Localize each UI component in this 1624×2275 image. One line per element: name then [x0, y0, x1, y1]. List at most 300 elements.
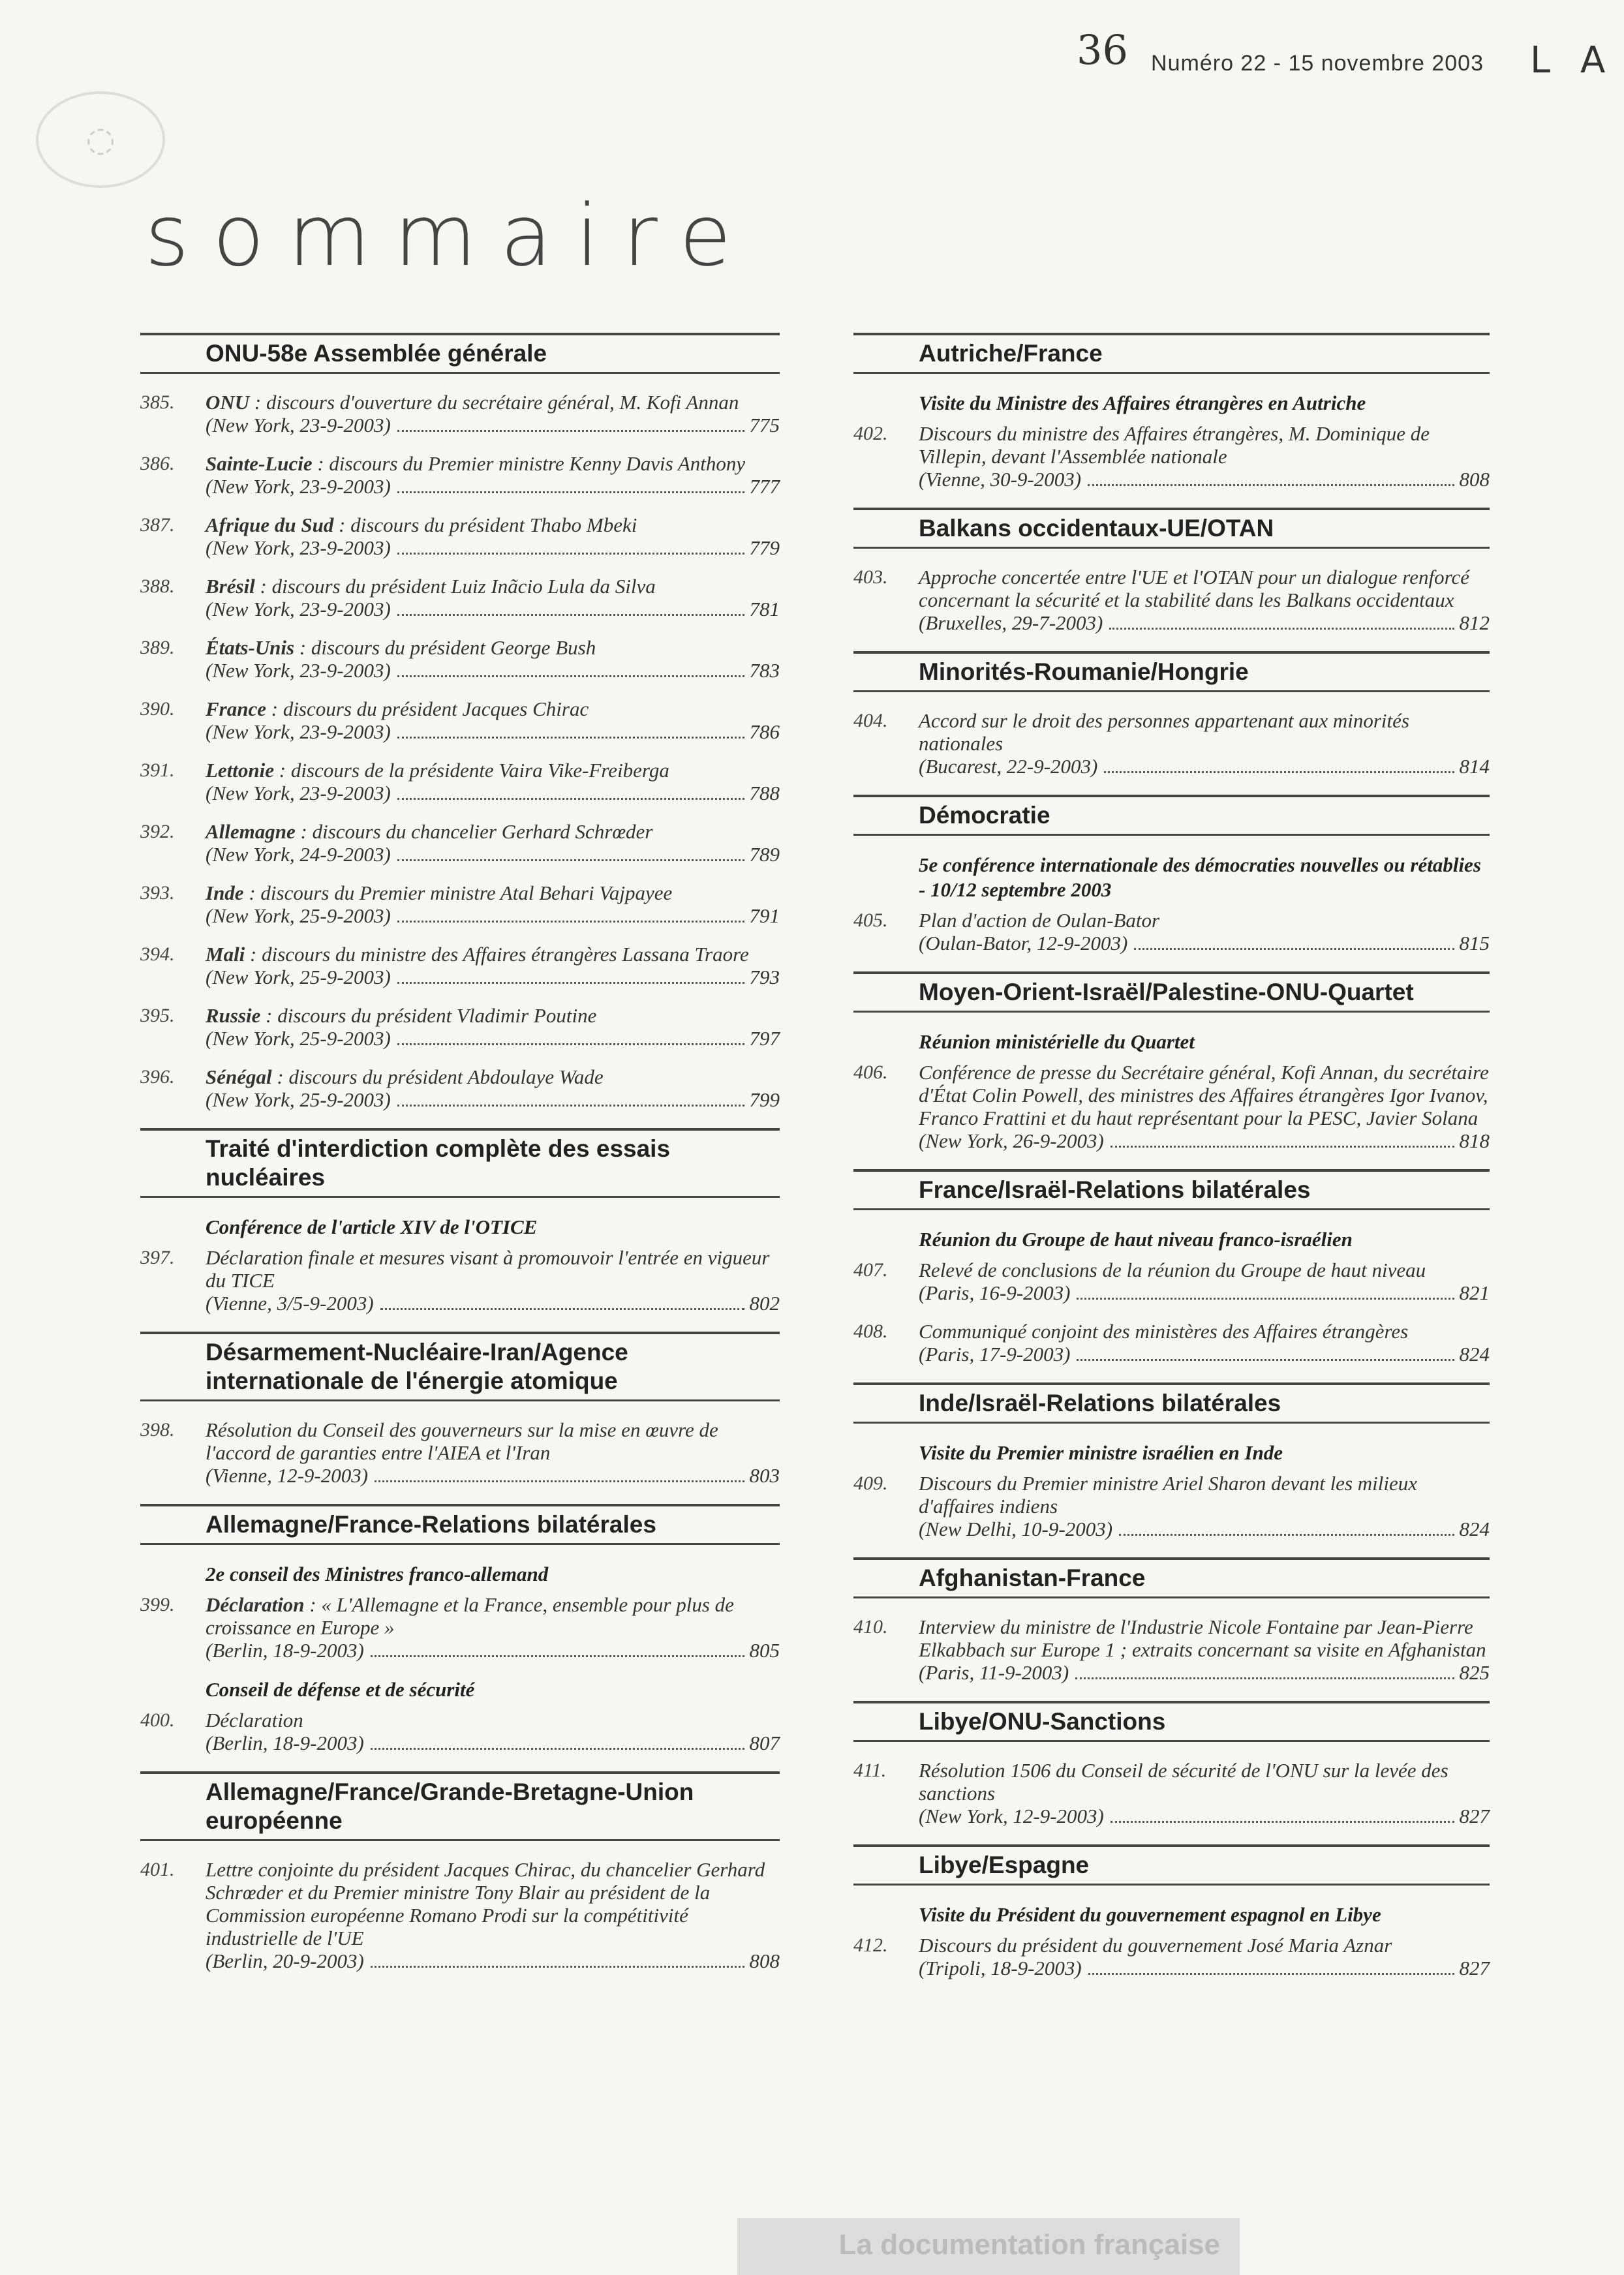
- entry-leader: [919, 1518, 1490, 1540]
- entry-number: 399.: [140, 1594, 175, 1615]
- entry-leader: [206, 843, 780, 866]
- dot-leader: [1088, 1973, 1454, 1975]
- entry-place-date: (Berlin, 20-9-2003): [206, 1949, 364, 1972]
- toc-entry[interactable]: [140, 391, 780, 436]
- dot-leader: [397, 430, 744, 432]
- entry-place-date: (Paris, 16-9-2003): [919, 1281, 1071, 1304]
- entry-leader: [919, 1343, 1490, 1366]
- entry-subject: Lettonie: [206, 759, 275, 782]
- toc-entry[interactable]: [853, 1320, 1490, 1366]
- entry-title: [206, 881, 780, 904]
- toc-entry[interactable]: [853, 909, 1490, 954]
- entry-number: 403.: [853, 566, 888, 588]
- entry-number: 396.: [140, 1066, 175, 1088]
- entry-text: : discours d'ouverture du secrétaire général, M. Kofi Annan: [249, 391, 739, 414]
- footer-logo-band: [737, 2218, 1240, 2275]
- entry-number: 389.: [140, 637, 175, 658]
- entry-text: Accord sur le droit des personnes appartenant aux minorités nationales: [919, 709, 1409, 755]
- toc-entry[interactable]: [140, 881, 780, 927]
- toc-section: [853, 1382, 1490, 1540]
- entry-place-date: (Vienne, 30-9-2003): [919, 468, 1082, 491]
- section-subheading: Visite du Président du gouvernement espagnol en Libye: [919, 1903, 1381, 1926]
- entry-text: : discours du ministre des Affaires étrangères Lassana Traore: [245, 943, 749, 966]
- entry-subject: Inde: [206, 881, 244, 904]
- dot-leader: [1077, 1359, 1454, 1361]
- entry-title: [206, 1246, 780, 1292]
- entry-place-date: (New York, 25-9-2003): [206, 1088, 391, 1111]
- entry-page: 793: [749, 966, 780, 988]
- entry-body: [206, 575, 780, 620]
- entry-title: [206, 1418, 780, 1464]
- section-heading: ONU-58e Assemblée générale: [140, 333, 780, 374]
- toc-entry[interactable]: [140, 1709, 780, 1754]
- entry-body: [206, 452, 780, 498]
- toc-entry[interactable]: [140, 1004, 780, 1050]
- entry-leader: [919, 1805, 1490, 1827]
- section-subheading: 2e conseil des Ministres franco-allemand: [206, 1563, 549, 1585]
- entry-leader: [919, 1957, 1490, 1979]
- toc-entry[interactable]: [853, 709, 1490, 778]
- archive-stamp-icon: ◌: [36, 91, 165, 188]
- entry-leader: [206, 1732, 780, 1754]
- entry-page: 824: [1459, 1518, 1490, 1540]
- entry-page: 797: [749, 1027, 780, 1050]
- entry-body: [919, 1259, 1490, 1304]
- toc-section: [140, 333, 780, 1111]
- toc-entry[interactable]: [853, 1061, 1490, 1152]
- dot-leader: [371, 1655, 744, 1657]
- entry-title: [919, 1759, 1490, 1805]
- left-column: [140, 333, 780, 1989]
- toc-entry[interactable]: [853, 1615, 1490, 1684]
- entry-title: [206, 1593, 780, 1639]
- dot-leader: [375, 1480, 744, 1482]
- toc-entry[interactable]: [853, 1759, 1490, 1827]
- toc-section: [140, 1504, 780, 1754]
- entry-number: 397.: [140, 1247, 175, 1268]
- entry-leader: [206, 1088, 780, 1111]
- entry-body: [206, 1246, 780, 1315]
- entry-title: [919, 1061, 1490, 1129]
- entry-number: 411.: [853, 1760, 887, 1781]
- entry-leader: [919, 1661, 1490, 1684]
- entry-number: 388.: [140, 575, 175, 597]
- entry-leader: [206, 475, 780, 498]
- dot-leader: [397, 798, 744, 800]
- entry-page: 827: [1459, 1957, 1490, 1979]
- entry-place-date: (Paris, 17-9-2003): [919, 1343, 1071, 1366]
- entry-title: [919, 709, 1490, 755]
- entry-body: [919, 1759, 1490, 1827]
- entry-text: : discours du président Thabo Mbeki: [333, 513, 637, 536]
- toc-entry[interactable]: [853, 1472, 1490, 1540]
- entry-text: Discours du président du gouvernement José Maria Aznar: [919, 1934, 1392, 1957]
- entry-page: 775: [749, 414, 780, 436]
- entry-page: 812: [1459, 611, 1490, 634]
- entry-title: [919, 422, 1490, 468]
- entry-number: 390.: [140, 698, 175, 720]
- entry-body: [206, 943, 780, 988]
- entry-text: : discours du Premier ministre Kenny Davis Anthony: [312, 452, 746, 475]
- entry-body: [919, 1615, 1490, 1684]
- toc-entry[interactable]: [140, 1858, 780, 1972]
- dot-leader: [397, 553, 744, 555]
- entry-page: 827: [1459, 1805, 1490, 1827]
- entry-number: 410.: [853, 1616, 888, 1638]
- toc-entry[interactable]: [140, 820, 780, 866]
- dot-leader: [397, 859, 744, 861]
- entry-page: 777: [749, 475, 780, 498]
- entry-number: 406.: [853, 1061, 888, 1083]
- entry-place-date: (New York, 26-9-2003): [919, 1129, 1104, 1152]
- entry-body: [919, 1472, 1490, 1540]
- entry-place-date: (New York, 12-9-2003): [919, 1805, 1104, 1827]
- entry-place-date: (New York, 23-9-2003): [206, 782, 391, 804]
- toc-section: [853, 508, 1490, 634]
- entry-number: 398.: [140, 1419, 175, 1441]
- section-subheading: Réunion ministérielle du Quartet: [919, 1030, 1195, 1053]
- entry-body: [919, 1934, 1490, 1979]
- entry-place-date: (Paris, 11-9-2003): [919, 1661, 1069, 1684]
- section-heading: Autriche/France: [853, 333, 1490, 374]
- entry-page: 825: [1459, 1661, 1490, 1684]
- entry-subject: Déclaration: [206, 1593, 305, 1616]
- entry-body: [206, 1709, 780, 1754]
- entry-leader: [919, 1129, 1490, 1152]
- entry-title: [206, 575, 780, 598]
- entry-title: [919, 566, 1490, 611]
- entry-text: Communiqué conjoint des ministères des Affaires étrangères: [919, 1320, 1409, 1343]
- entry-body: [206, 759, 780, 804]
- entry-text: Résolution du Conseil des gouverneurs sur la mise en œuvre de l'accord de garanties entre l'AIEA et l'Iran: [206, 1418, 718, 1464]
- toc-entry[interactable]: [140, 452, 780, 498]
- toc-section: [853, 971, 1490, 1152]
- entry-place-date: (New York, 23-9-2003): [206, 598, 391, 620]
- entry-text: : discours du président Jacques Chirac: [266, 697, 589, 720]
- entry-body: [206, 1858, 780, 1972]
- entry-place-date: (Bruxelles, 29-7-2003): [919, 611, 1103, 634]
- entry-page: 803: [749, 1464, 780, 1487]
- entry-page: 779: [749, 536, 780, 559]
- section-subheading: Conseil de défense et de sécurité: [206, 1678, 475, 1701]
- section-heading: Minorités-Roumanie/Hongrie: [853, 651, 1490, 692]
- entry-subject: France: [206, 697, 266, 720]
- toc-entry[interactable]: [853, 566, 1490, 634]
- section-heading: France/Israël-Relations bilatérales: [853, 1169, 1490, 1210]
- toc-entry[interactable]: [140, 575, 780, 620]
- entry-number: 393.: [140, 882, 175, 904]
- entry-text: : discours du président George Bush: [294, 636, 596, 659]
- entry-text: : discours du président Abdoulaye Wade: [271, 1065, 604, 1088]
- entry-page: 808: [1459, 468, 1490, 491]
- entry-page: 781: [749, 598, 780, 620]
- dot-leader: [1111, 1821, 1454, 1823]
- entry-number: 392.: [140, 821, 175, 842]
- entry-page: 802: [749, 1292, 780, 1315]
- entry-leader: [206, 904, 780, 927]
- entry-leader: [919, 1281, 1490, 1304]
- entry-number: 401.: [140, 1859, 175, 1880]
- toc-section: [853, 795, 1490, 954]
- entry-subject: Afrique du Sud: [206, 513, 334, 536]
- toc-section: [140, 1771, 780, 1972]
- entry-text: : discours du Premier ministre Atal Behari Vajpayee: [243, 881, 673, 904]
- entry-subject: Sainte-Lucie: [206, 452, 313, 475]
- section-heading: Libye/ONU-Sanctions: [853, 1701, 1490, 1742]
- entry-page: 824: [1459, 1343, 1490, 1366]
- entry-title: [919, 1934, 1490, 1957]
- section-subheading: Visite du Premier ministre israélien en Inde: [919, 1441, 1283, 1464]
- entry-title: [206, 452, 780, 475]
- entry-leader: [206, 659, 780, 682]
- entry-text: : discours du président Vladimir Poutine: [260, 1004, 597, 1027]
- handwritten-page-number: 36: [1077, 26, 1128, 74]
- entry-title: [919, 1320, 1490, 1343]
- entry-number: 387.: [140, 514, 175, 536]
- entry-text: : « L'Allemagne et la France, ensemble pour plus de croissance en Europe »: [206, 1593, 734, 1639]
- entry-body: [206, 1004, 780, 1050]
- entry-number: 404.: [853, 710, 888, 731]
- entry-number: 386.: [140, 453, 175, 474]
- entry-number: 402.: [853, 423, 888, 444]
- toc-entry[interactable]: [140, 1418, 780, 1487]
- toc-entry[interactable]: [140, 1065, 780, 1111]
- section-heading: Allemagne/France/Grande-Bretagne-Union européenne: [140, 1771, 780, 1841]
- entry-title: [919, 1259, 1490, 1281]
- entry-leader: [919, 755, 1490, 778]
- section-heading: Allemagne/France-Relations bilatérales: [140, 1504, 780, 1545]
- entry-text: Approche concertée entre l'UE et l'OTAN pour un dialogue renforcé concernant la sécurité et la stabilité dans les Balkans occidentaux: [919, 566, 1470, 611]
- dot-leader: [397, 737, 744, 739]
- entry-title: [206, 391, 780, 414]
- section-subheading: Conférence de l'article XIV de l'OTICE: [206, 1215, 538, 1238]
- dot-leader: [1077, 1298, 1454, 1300]
- entry-text: Lettre conjointe du président Jacques Chirac, du chancelier Gerhard Schrœder et du Premier ministre Tony Blair au président de la Commission européenne Romano Prodi sur la compétitivité industrielle de l'UE: [206, 1858, 765, 1949]
- entry-text: Déclaration: [206, 1709, 303, 1732]
- entry-title: [206, 820, 780, 843]
- entry-leader: [919, 932, 1490, 954]
- section-heading: Afghanistan-France: [853, 1557, 1490, 1598]
- toc-entry[interactable]: [140, 636, 780, 682]
- toc-entry[interactable]: [140, 759, 780, 804]
- entry-title: [206, 697, 780, 720]
- entry-number: 391.: [140, 759, 175, 781]
- dot-leader: [371, 1748, 744, 1750]
- entry-page: 815: [1459, 932, 1490, 954]
- entry-number: 412.: [853, 1934, 888, 1956]
- toc-entry[interactable]: [140, 1593, 780, 1662]
- entry-number: 407.: [853, 1259, 888, 1281]
- section-heading: Démocratie: [853, 795, 1490, 836]
- entry-leader: [206, 720, 780, 743]
- entry-body: [919, 566, 1490, 634]
- entry-title: [206, 513, 780, 536]
- entry-body: [206, 820, 780, 866]
- entry-subject: Sénégal: [206, 1065, 272, 1088]
- handwritten-mark: L A: [1530, 39, 1615, 82]
- section-heading: Moyen-Orient-Israël/Palestine-ONU-Quartet: [853, 971, 1490, 1013]
- entry-text: Déclaration finale et mesures visant à promouvoir l'entrée en vigueur du TICE: [206, 1246, 770, 1292]
- dot-leader: [1104, 771, 1454, 773]
- dot-leader: [1088, 484, 1454, 486]
- entry-page: 807: [749, 1732, 780, 1754]
- entry-title: [206, 1004, 780, 1027]
- entry-leader: [206, 1292, 780, 1315]
- entry-page: 818: [1459, 1129, 1490, 1152]
- entry-text: Plan d'action de Oulan-Bator: [919, 909, 1160, 932]
- issue-line: Numéro 22 - 15 novembre 2003: [1151, 51, 1484, 76]
- dot-leader: [397, 921, 744, 923]
- entry-place-date: (New York, 25-9-2003): [206, 1027, 391, 1050]
- toc-section: [853, 1169, 1490, 1366]
- entry-leader: [206, 782, 780, 804]
- entry-leader: [206, 1639, 780, 1662]
- toc-section: [140, 1332, 780, 1487]
- entry-leader: [206, 1027, 780, 1050]
- toc-entry[interactable]: [853, 1934, 1490, 1979]
- dot-leader: [371, 1966, 744, 1968]
- entry-place-date: (New York, 25-9-2003): [206, 966, 391, 988]
- entry-place-date: (Tripoli, 18-9-2003): [919, 1957, 1082, 1979]
- dot-leader: [397, 491, 744, 493]
- entry-page: 791: [749, 904, 780, 927]
- entry-title: [206, 943, 780, 966]
- entry-number: 408.: [853, 1321, 888, 1342]
- toc-section: [853, 651, 1490, 778]
- entry-body: [206, 1593, 780, 1662]
- entry-subject: Mali: [206, 943, 245, 966]
- entry-place-date: (New York, 25-9-2003): [206, 904, 391, 927]
- entry-text: : discours du chancelier Gerhard Schrœder: [295, 820, 653, 843]
- footer-logo: La documentation française: [838, 2229, 1220, 2261]
- section-heading: Inde/Israël-Relations bilatérales: [853, 1382, 1490, 1424]
- entry-title: [206, 1065, 780, 1088]
- dot-leader: [1109, 628, 1454, 630]
- entry-leader: [206, 414, 780, 436]
- entry-page: 805: [749, 1639, 780, 1662]
- toc-section: [853, 1701, 1490, 1827]
- entry-place-date: (Bucarest, 22-9-2003): [919, 755, 1098, 778]
- entry-title: [206, 636, 780, 659]
- entry-subject: Russie: [206, 1004, 261, 1027]
- entry-title: [206, 1709, 780, 1732]
- toc-section: [853, 1557, 1490, 1684]
- entry-leader: [919, 468, 1490, 491]
- entry-place-date: (Berlin, 18-9-2003): [206, 1732, 364, 1754]
- section-subheading: Visite du Ministre des Affaires étrangères en Autriche: [919, 391, 1366, 414]
- entry-title: [206, 1858, 780, 1949]
- entry-text: Résolution 1506 du Conseil de sécurité de l'ONU sur la levée des sanctions: [919, 1759, 1448, 1805]
- entry-page: 783: [749, 659, 780, 682]
- entry-subject: ONU: [206, 391, 250, 414]
- toc-section: [853, 333, 1490, 491]
- entry-body: [206, 1418, 780, 1487]
- entry-title: [919, 1615, 1490, 1661]
- entry-place-date: (New York, 23-9-2003): [206, 536, 391, 559]
- dot-leader: [1134, 948, 1454, 950]
- entry-subject: Brésil: [206, 575, 255, 598]
- entry-place-date: (New Delhi, 10-9-2003): [919, 1518, 1113, 1540]
- entry-body: [206, 1065, 780, 1111]
- dot-leader: [380, 1308, 744, 1310]
- toc-entry[interactable]: [853, 1259, 1490, 1304]
- entry-text: Interview du ministre de l'Industrie Nicole Fontaine par Jean-Pierre Elkabbach sur Europe 1 ; extraits concernant sa visite en Afghanistan: [919, 1615, 1486, 1661]
- entry-body: [919, 1061, 1490, 1152]
- page-title: sommaire: [145, 186, 755, 285]
- dot-leader: [397, 1043, 744, 1045]
- dot-leader: [1111, 1146, 1454, 1148]
- entry-title: [206, 759, 780, 782]
- toc-section: [853, 1844, 1490, 1979]
- entry-page: 821: [1459, 1281, 1490, 1304]
- section-subheading: 5e conférence internationale des démocraties nouvelles ou rétablies - 10/12 septembre 2003: [919, 853, 1481, 901]
- entry-leader: [919, 611, 1490, 634]
- section-heading: Traité d'interdiction complète des essais nucléaires: [140, 1128, 780, 1198]
- toc-entry[interactable]: [853, 422, 1490, 491]
- entry-page: 786: [749, 720, 780, 743]
- section-heading: Désarmement-Nucléaire-Iran/Agence internationale de l'énergie atomique: [140, 1332, 780, 1401]
- entry-leader: [206, 598, 780, 620]
- entry-text: Discours du Premier ministre Ariel Sharon devant les milieux d'affaires indiens: [919, 1472, 1417, 1518]
- entry-place-date: (Oulan-Bator, 12-9-2003): [919, 932, 1128, 954]
- entry-body: [919, 1320, 1490, 1366]
- entry-text: Discours du ministre des Affaires étrangères, M. Dominique de Villepin, devant l'Assemblée nationale: [919, 422, 1430, 468]
- entry-title: [919, 1472, 1490, 1518]
- entry-body: [206, 391, 780, 436]
- toc-entry[interactable]: [140, 1246, 780, 1315]
- dot-leader: [1075, 1677, 1454, 1679]
- entry-body: [919, 422, 1490, 491]
- dot-leader: [397, 1105, 744, 1107]
- entry-leader: [206, 1464, 780, 1487]
- toc-entry[interactable]: [140, 697, 780, 743]
- entry-place-date: (New York, 23-9-2003): [206, 475, 391, 498]
- entry-subject: États-Unis: [206, 636, 295, 659]
- section-subheading: Réunion du Groupe de haut niveau franco-israélien: [919, 1228, 1353, 1251]
- toc-entry[interactable]: [140, 513, 780, 559]
- entry-page: 808: [749, 1949, 780, 1972]
- entry-page: 788: [749, 782, 780, 804]
- toc-section: [140, 1128, 780, 1315]
- dot-leader: [397, 675, 744, 677]
- right-column: [853, 333, 1490, 1996]
- entry-body: [206, 697, 780, 743]
- entry-number: 405.: [853, 909, 888, 931]
- entry-place-date: (Vienne, 3/5-9-2003): [206, 1292, 374, 1315]
- entry-page: 789: [749, 843, 780, 866]
- toc-entry[interactable]: [140, 943, 780, 988]
- entry-body: [919, 709, 1490, 778]
- entry-place-date: (New York, 23-9-2003): [206, 414, 391, 436]
- entry-place-date: (New York, 24-9-2003): [206, 843, 391, 866]
- section-heading: Libye/Espagne: [853, 1844, 1490, 1886]
- entry-place-date: (Vienne, 12-9-2003): [206, 1464, 369, 1487]
- entry-page: 799: [749, 1088, 780, 1111]
- entry-number: 409.: [853, 1473, 888, 1494]
- entry-body: [206, 881, 780, 927]
- entry-text: : discours de la présidente Vaira Vike-Freiberga: [274, 759, 669, 782]
- entry-number: 400.: [140, 1709, 175, 1731]
- entry-body: [919, 909, 1490, 954]
- dot-leader: [1119, 1534, 1454, 1536]
- entry-number: 395.: [140, 1005, 175, 1026]
- entry-leader: [206, 966, 780, 988]
- dot-leader: [397, 982, 744, 984]
- entry-body: [206, 636, 780, 682]
- section-heading: Balkans occidentaux-UE/OTAN: [853, 508, 1490, 549]
- entry-text: : discours du président Luiz Inãcio Lula da Silva: [254, 575, 656, 598]
- entry-number: 394.: [140, 943, 175, 965]
